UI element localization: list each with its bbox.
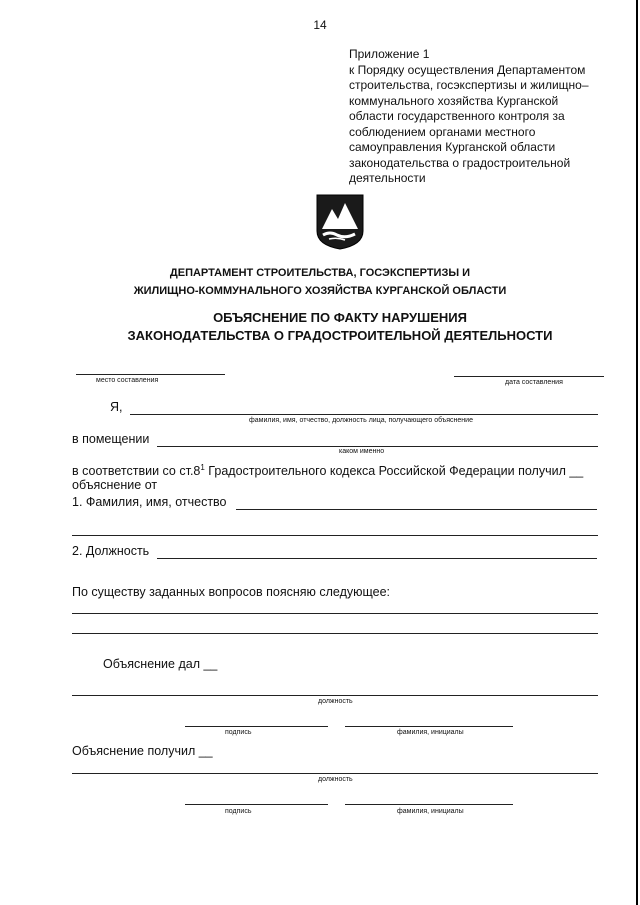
basis-line2: объяснение от [72, 478, 158, 492]
appendix-line: коммунального хозяйства Курганской [349, 93, 559, 108]
title-line: ОБЪЯСНЕНИЕ ПО ФАКТУ НАРУШЕНИЯ [213, 310, 467, 325]
date-caption: дата составления [505, 379, 563, 386]
room-line[interactable] [157, 446, 598, 447]
received-position-line[interactable] [72, 773, 598, 774]
basis-text [72, 464, 583, 479]
place-line[interactable] [76, 374, 225, 375]
i-label: Я, [110, 400, 123, 414]
date-line[interactable] [454, 376, 604, 377]
explanation-line[interactable] [72, 633, 598, 634]
appendix-line: законодательства о градостроительной [349, 155, 571, 170]
person-line[interactable] [130, 414, 598, 415]
field1-line[interactable] [236, 509, 597, 510]
field2-label: 2. Должность [72, 544, 150, 558]
received-name-line[interactable] [345, 804, 513, 805]
received-signature-line[interactable] [185, 804, 328, 805]
document-title [0, 309, 640, 345]
department-line: ЖИЛИЩНО-КОММУНАЛЬНОГО ХОЗЯЙСТВА КУРГАНСКОЙ ОБЛАСТИ [133, 285, 507, 297]
appendix-line: деятельности [349, 171, 426, 185]
room-label: в помещении [72, 432, 150, 446]
department-line: ДЕПАРТАМЕНТ СТРОИТЕЛЬСТВА, ГОСЭКСПЕРТИЗЫ И [169, 267, 471, 279]
explanation-label: По существу заданных вопросов поясняю следующее: [72, 585, 391, 599]
given-signature-line[interactable] [185, 726, 328, 727]
appendix-line: к Порядку осуществления Департаментом [349, 62, 586, 77]
appendix-block [349, 47, 629, 187]
given-label: Объяснение дал __ [103, 657, 218, 671]
received-position-caption: должность [318, 776, 353, 783]
page-border [636, 0, 638, 905]
field1-label: 1. Фамилия, имя, отчество [72, 495, 227, 509]
field1-line-2[interactable] [72, 535, 598, 536]
received-name-caption: фамилия, инициалы [397, 808, 464, 815]
place-caption: место составления [96, 377, 159, 384]
department-name [0, 264, 640, 300]
received-label: Объяснение получил __ [72, 744, 213, 758]
appendix-line: области государственного контроля за [349, 109, 565, 123]
appendix-line: Приложение 1 [349, 47, 430, 61]
explanation-line[interactable] [72, 613, 598, 614]
title-line: ЗАКОНОДАТЕЛЬСТВА О ГРАДОСТРОИТЕЛЬНОЙ ДЕЯТЕЛЬНОСТИ [127, 328, 553, 343]
appendix-line: строительства, госэкспертизы и жилищно– [349, 78, 589, 92]
field2-line[interactable] [157, 558, 597, 559]
given-name-caption: фамилия, инициалы [397, 729, 464, 736]
person-caption: фамилия, имя, отчество, должность лица, получающего объяснение [249, 417, 473, 424]
basis-text-before: в соответствии со ст.8 [72, 464, 201, 478]
basis-superscript: 1 [200, 462, 205, 472]
given-position-line[interactable] [72, 695, 598, 696]
basis-text-after: Градостроительного кодекса Российской Федерации получил __ [204, 464, 584, 478]
given-name-line[interactable] [345, 726, 513, 727]
page-number: 14 [313, 18, 327, 32]
room-caption: каком именно [339, 448, 385, 455]
received-signature-caption: подпись [225, 808, 252, 815]
given-signature-caption: подпись [225, 729, 252, 736]
appendix-line: самоуправления Курганской области [349, 140, 556, 154]
coat-of-arms-icon [315, 193, 365, 251]
appendix-line: соблюдением органами местного [349, 124, 536, 139]
given-position-caption: должность [318, 698, 353, 705]
